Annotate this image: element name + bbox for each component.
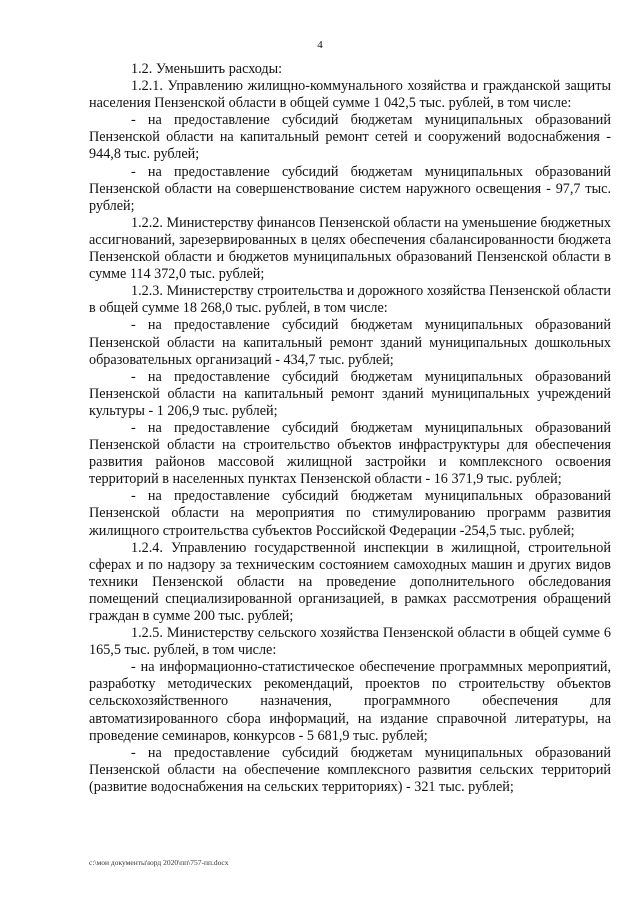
paragraph: 1.2.5. Министерству сельского хозяйства Пензенской области в общей сумме 6 165,5 тыс. рублей, в том числе: xyxy=(89,625,611,659)
paragraph: 1.2.1. Управлению жилищно-коммунального хозяйства и гражданской защиты населения Пензенской области в общей сумме 1 042,5 тыс. рублей, в том числе: xyxy=(89,78,611,112)
paragraph: - на предоставление субсидий бюджетам муниципальных образований Пензенской области на совершенствование систем наружного освещения - 97,7 тыс. рублей; xyxy=(89,163,611,214)
paragraph: - на предоставление субсидий бюджетам муниципальных образований Пензенской области на мероприятия по стимулированию программ развития жилищного строительства субъектов Российской Федерации -254,5 тыс. рублей; xyxy=(89,488,611,539)
paragraph: 1.2.2. Министерству финансов Пензенской области на уменьшение бюджетных ассигнований, зарезервированных в целях обеспечения сбалансированности бюджета Пензенской области и бюджетов муниципальных образований Пензенской области в сумме 114 372,0 тыс. рублей; xyxy=(89,214,611,283)
paragraph: - на предоставление субсидий бюджетам муниципальных образований Пензенской области на капитальный ремонт зданий муниципальных учреждений культуры - 1 206,9 тыс. рублей; xyxy=(89,368,611,419)
paragraph: 1.2.4. Управлению государственной инспекции в жилищной, строительной сферах и по надзору за техническим состоянием самоходных машин и других видов техники Пензенской области на проведение дополнительного обследования помещений специализированной организацией, в рамках рассмотрения обращений граждан в сумме 200 тыс. рублей; xyxy=(89,539,611,624)
paragraph: - на предоставление субсидий бюджетам муниципальных образований Пензенской области на капитальный ремонт сетей и сооружений водоснабжения - 944,8 тыс. рублей; xyxy=(89,112,611,163)
paragraph: - на предоставление субсидий бюджетам муниципальных образований Пензенской области на обеспечение комплексного развития сельских территорий (развитие водоснабжения на сельских территориях) - 321 тыс. рублей; xyxy=(89,744,611,795)
paragraph: - на предоставление субсидий бюджетам муниципальных образований Пензенской области на капитальный ремонт зданий муниципальных дошкольных образовательных организаций - 434,7 тыс. рублей; xyxy=(89,317,611,368)
paragraph: - на предоставление субсидий бюджетам муниципальных образований Пензенской области на строительство объектов инфраструктуры для обеспечения развития районов массовой жилищной застройки и комплексного освоения территорий в населенных пунктах Пензенской области - 16 371,9 тыс. рублей; xyxy=(89,419,611,488)
paragraph: 1.2.3. Министерству строительства и дорожного хозяйства Пензенской области в общей сумме 18 268,0 тыс. рублей, в том числе: xyxy=(89,283,611,317)
file-path-footer: c:\мои документы\юрд 2020\пп\757-пп.docx xyxy=(89,858,229,867)
document-body xyxy=(89,61,611,796)
paragraph: 1.2. Уменьшить расходы: xyxy=(131,61,283,77)
page-number: 4 xyxy=(317,39,323,51)
paragraph: - на информационно-статистическое обеспечение программных мероприятий, разработку методических рекомендаций, проектов по строительству объектов сельскохозяйственного назначения, программного обеспечения для автоматизированного сбора информаций, на издание справочной литературы, на проведение семинаров, конкурсов - 5 681,9 тыс. рублей; xyxy=(89,659,611,744)
